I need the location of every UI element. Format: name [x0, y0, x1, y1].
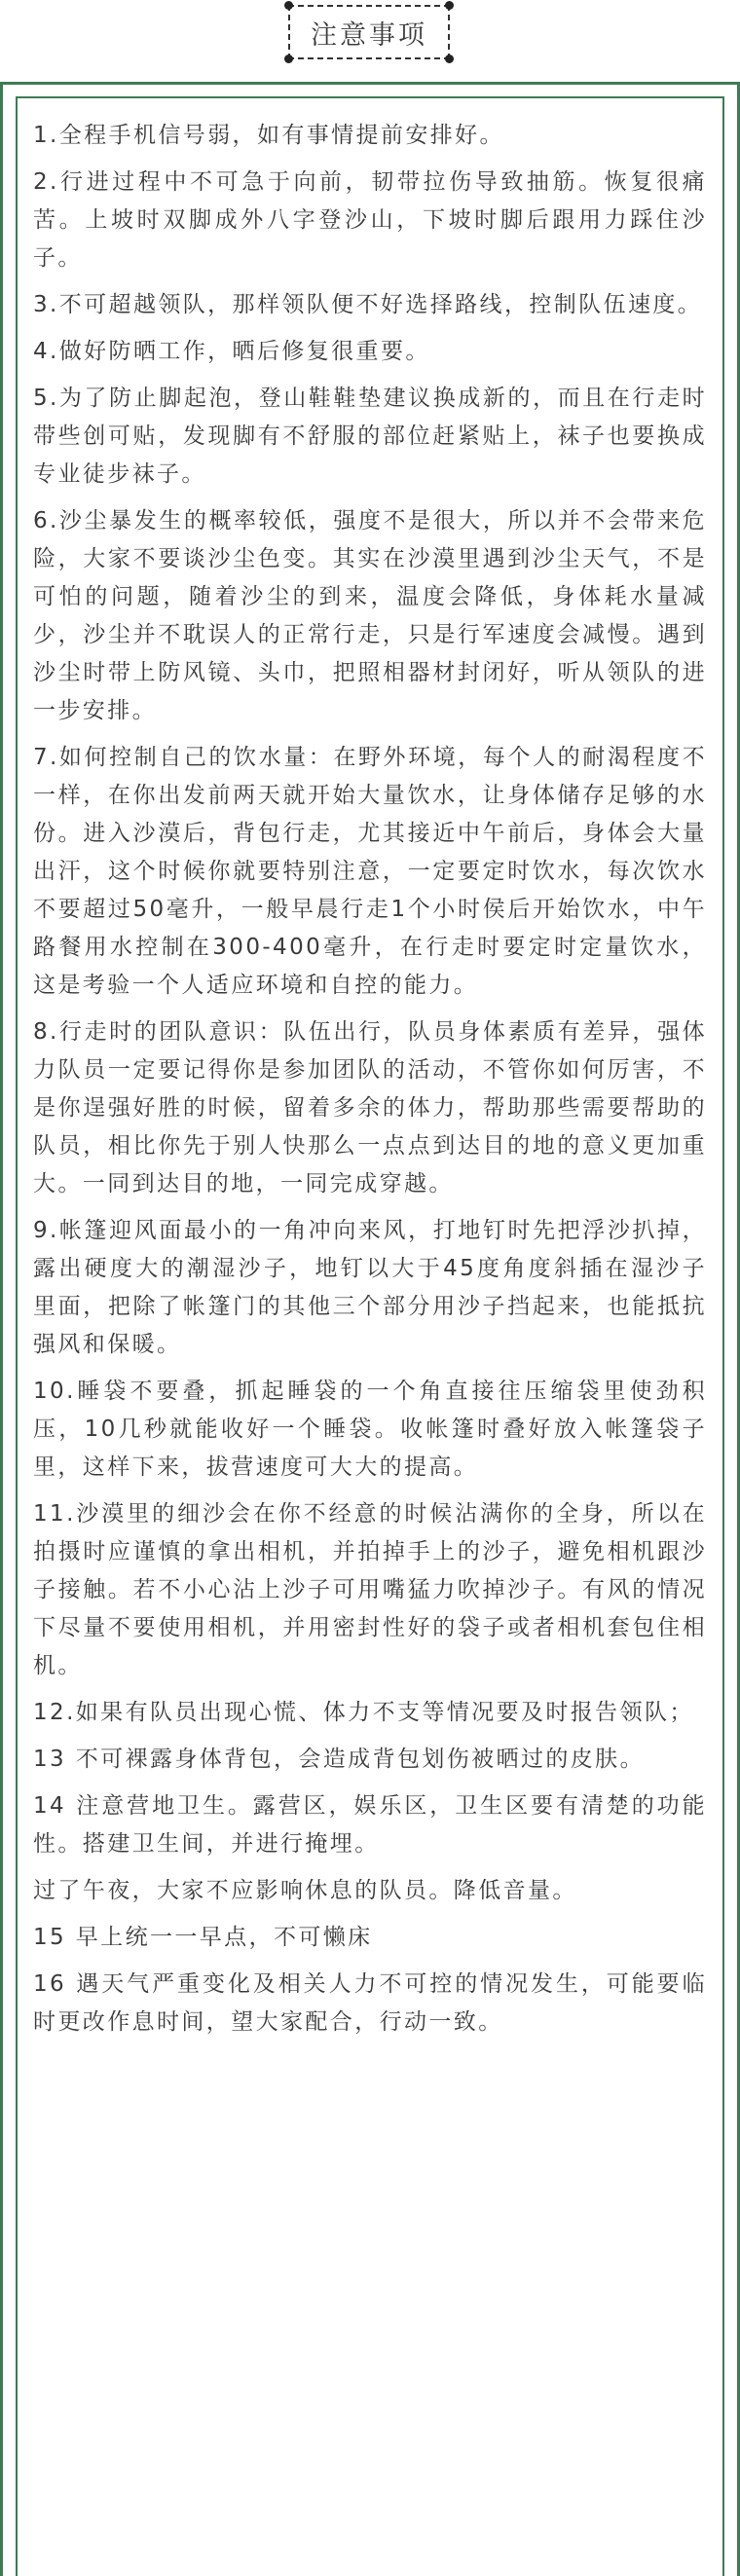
note-item-10: 10.睡袋不要叠，抓起睡袋的一个角直接往压缩袋里使劲积压，10几秒就能收好一个睡袋。收帐篷时叠好放入帐篷袋子里，这样下来，拔营速度可大大的提高。	[33, 1379, 707, 1480]
note-item-11: 11.沙漠里的细沙会在你不经意的时候沾满你的全身，所以在拍摄时应谨慎的拿出相机，并拍掉手上的沙子，避免相机跟沙子接触。若不小心沾上沙子可用嘴猛力吹掉沙子。有风的情况下尽量不要使用相机，并用密封性好的袋子或者相机套包住相机。	[33, 1501, 707, 1678]
corner-dot-icon	[445, 1, 454, 10]
corner-dot-icon	[284, 1, 293, 10]
note-item-3: 3.不可超越领队，那样领队便不好选择路线，控制队伍速度。	[33, 292, 703, 317]
page-title: 注意事项	[311, 19, 427, 51]
notes-list	[33, 117, 707, 2050]
note-item-13: 13 不可裸露身体背包，会造成背包划伤被晒过的皮肤。	[33, 1747, 645, 1772]
note-item-5: 5.为了防止脚起泡，登山鞋鞋垫建议换成新的，而且在行走时带些创可贴，发现脚有不舒服的部位赶紧贴上，袜子也要换成专业徒步袜子。	[33, 386, 707, 487]
note-item-4: 4.做好防晒工作，晒后修复很重要。	[33, 339, 430, 364]
note-item-6: 6.沙尘暴发生的概率较低，强度不是很大，所以并不会带来危险，大家不要谈沙尘色变。其实在沙漠里遇到沙尘天气，不是可怕的问题，随着沙尘的到来，温度会降低，身体耗水量减少，沙尘并不耽误人的正常行走，只是行军速度会减慢。遇到沙尘时带上防风镜、头巾，把照相器材封闭好，听从领队的进一步安排。	[33, 508, 707, 723]
note-item-2: 2.行进过程中不可急于向前，韧带拉伤导致抽筋。恢复很痛苦。上坡时双脚成外八字登沙山，下坡时脚后跟用力踩住沙子。	[33, 169, 707, 271]
note-item-12: 12.如果有队员出现心慌、体力不支等情况要及时报告领队；	[33, 1700, 694, 1725]
corner-dot-icon	[284, 55, 293, 63]
note-item-7: 7.如何控制自己的饮水量：在野外环境，每个人的耐渴程度不一样，在你出发前两天就开始大量饮水，让身体储存足够的水份。进入沙漠后，背包行走，尤其接近中午前后，身体会大量出汗，这个时候你就要特别注意，一定要定时饮水，每次饮水不要超过50毫升，一般早晨行走1个小时侯后开始饮水，中午路餐用水控制在300-400毫升，在行走时要定时定量饮水，这是考验一个人适应环境和自控的能力。	[33, 745, 707, 998]
note-item-14-extra: 过了午夜，大家不应影响休息的队员。降低音量。	[33, 1878, 577, 1903]
title-box	[288, 5, 450, 59]
note-item-8: 8.行走时的团队意识：队伍出行，队员身体素质有差异，强体力队员一定要记得你是参加团队的活动，不管你如何厉害，不是你逞强好胜的时候，留着多余的体力，帮助那些需要帮助的队员，相比你先于别人快那么一点点到达目的地的意义更加重大。一同到达目的地，一同完成穿越。	[33, 1019, 707, 1196]
note-item-14: 14 注意营地卫生。露营区，娱乐区，卫生区要有清楚的功能性。搭建卫生间，并进行掩埋。	[33, 1793, 707, 1857]
note-item-9: 9.帐篷迎风面最小的一角冲向来风，打地钉时先把浮沙扒掉，露出硬度大的潮湿沙子，地钉以大于45度角度斜插在湿沙子里面，把除了帐篷门的其他三个部分用沙子挡起来，也能抵抗强风和保暖。	[33, 1218, 707, 1357]
note-item-1: 1.全程手机信号弱，如有事情提前安排好。	[33, 123, 504, 148]
note-item-16: 16 遇天气严重变化及相关人力不可控的情况发生，可能要临时更改作息时间，望大家配合，行动一致。	[33, 1971, 707, 2035]
corner-dot-icon	[445, 55, 454, 63]
note-item-15: 15 早上统一一早点，不可懒床	[33, 1925, 373, 1950]
